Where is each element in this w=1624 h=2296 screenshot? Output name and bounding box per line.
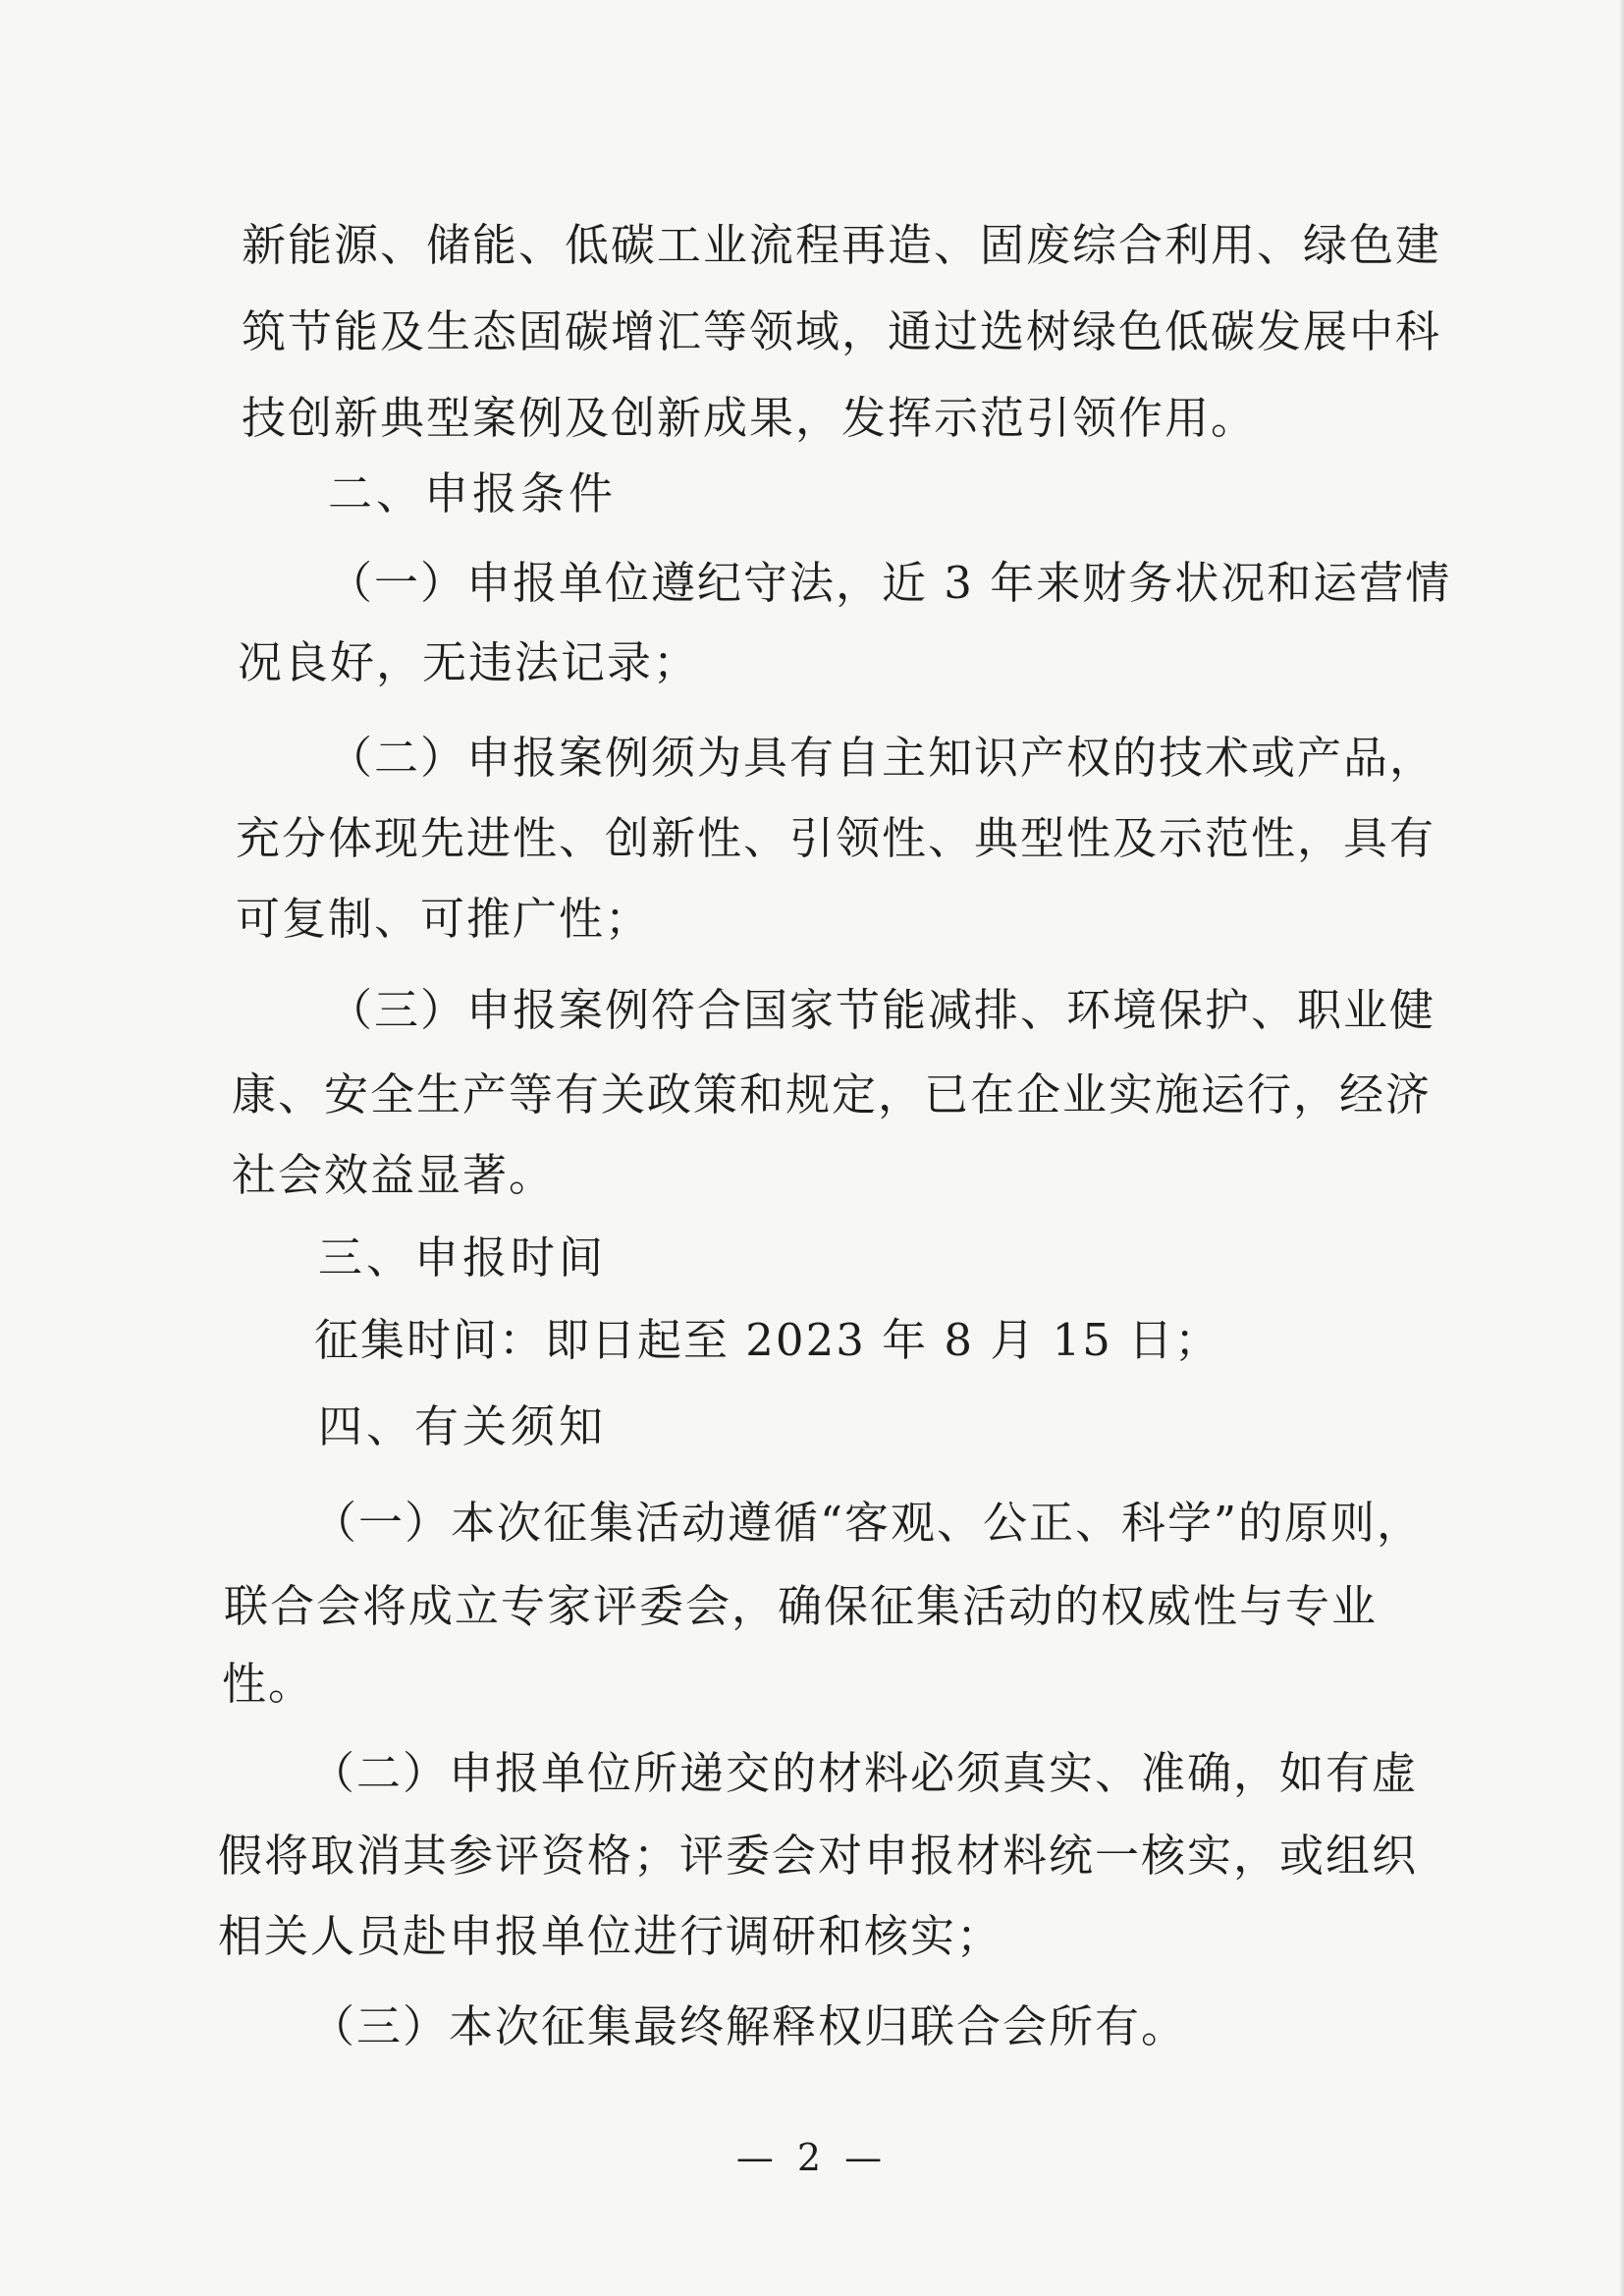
section-4-item-3-line-1: （三）本次征集最终解释权归联合会所有。 (310, 2000, 1188, 2052)
section-2-item-2-line-2: 充分体现先进性、创新性、引领性、典型性及示范性，具有 (236, 812, 1436, 864)
section-4-item-1-line-3: 性。 (222, 1658, 315, 1710)
page-number: — 2 — (735, 2136, 889, 2179)
section-2-heading: 二、申报条件 (328, 467, 618, 519)
section-2-item-2-line-1: （二）申报案例须为具有自主知识产权的技术或产品， (328, 732, 1436, 784)
section-2-item-3-line-3: 社会效益显著。 (232, 1149, 556, 1201)
section-2-item-3-line-2: 康、安全生产等有关政策和规定，已在企业实施运行，经济 (232, 1068, 1433, 1121)
section-3-heading: 三、申报时间 (318, 1231, 608, 1284)
section-2-item-1-line-2: 况良好，无违法记录； (238, 636, 700, 688)
page-edge (1619, 0, 1624, 2296)
section-2-item-2-line-3: 可复制、可推广性； (236, 893, 652, 945)
section-2-item-1-line-1: （一）申报单位遵纪守法，近 3 年来财务状况和运营情 (328, 557, 1452, 609)
section-4-item-1-line-2: 联合会将成立专家评委会，确保征集活动的权威性与专业 (224, 1580, 1379, 1632)
section-3-text: 征集时间：即日起至 2023 年 8 月 15 日； (314, 1314, 1221, 1366)
intro-line-2: 筑节能及生态固碳增汇等领域，通过选树绿色低碳发展中科 (242, 305, 1442, 357)
section-2-item-3-line-1: （三）申报案例符合国家节能减排、环境保护、职业健 (328, 984, 1436, 1036)
section-4-item-1-line-1: （一）本次征集活动遵循“客观、公正、科学”的原则， (312, 1497, 1424, 1549)
intro-line-3: 技创新典型案例及创新成果，发挥示范引领作用。 (242, 392, 1258, 444)
section-4-item-2-line-2: 假将取消其参评资格；评委会对申报材料统一核实，或组织 (218, 1830, 1419, 1882)
section-4-item-2-line-1: （二）申报单位所递交的材料必须真实、准确，如有虚 (310, 1747, 1419, 1799)
section-4-item-2-line-3: 相关人员赴申报单位进行调研和核实； (218, 1910, 1003, 1962)
section-4-heading: 四、有关须知 (318, 1400, 608, 1452)
intro-line-1: 新能源、储能、低碳工业流程再造、固废综合利用、绿色建 (242, 219, 1442, 271)
